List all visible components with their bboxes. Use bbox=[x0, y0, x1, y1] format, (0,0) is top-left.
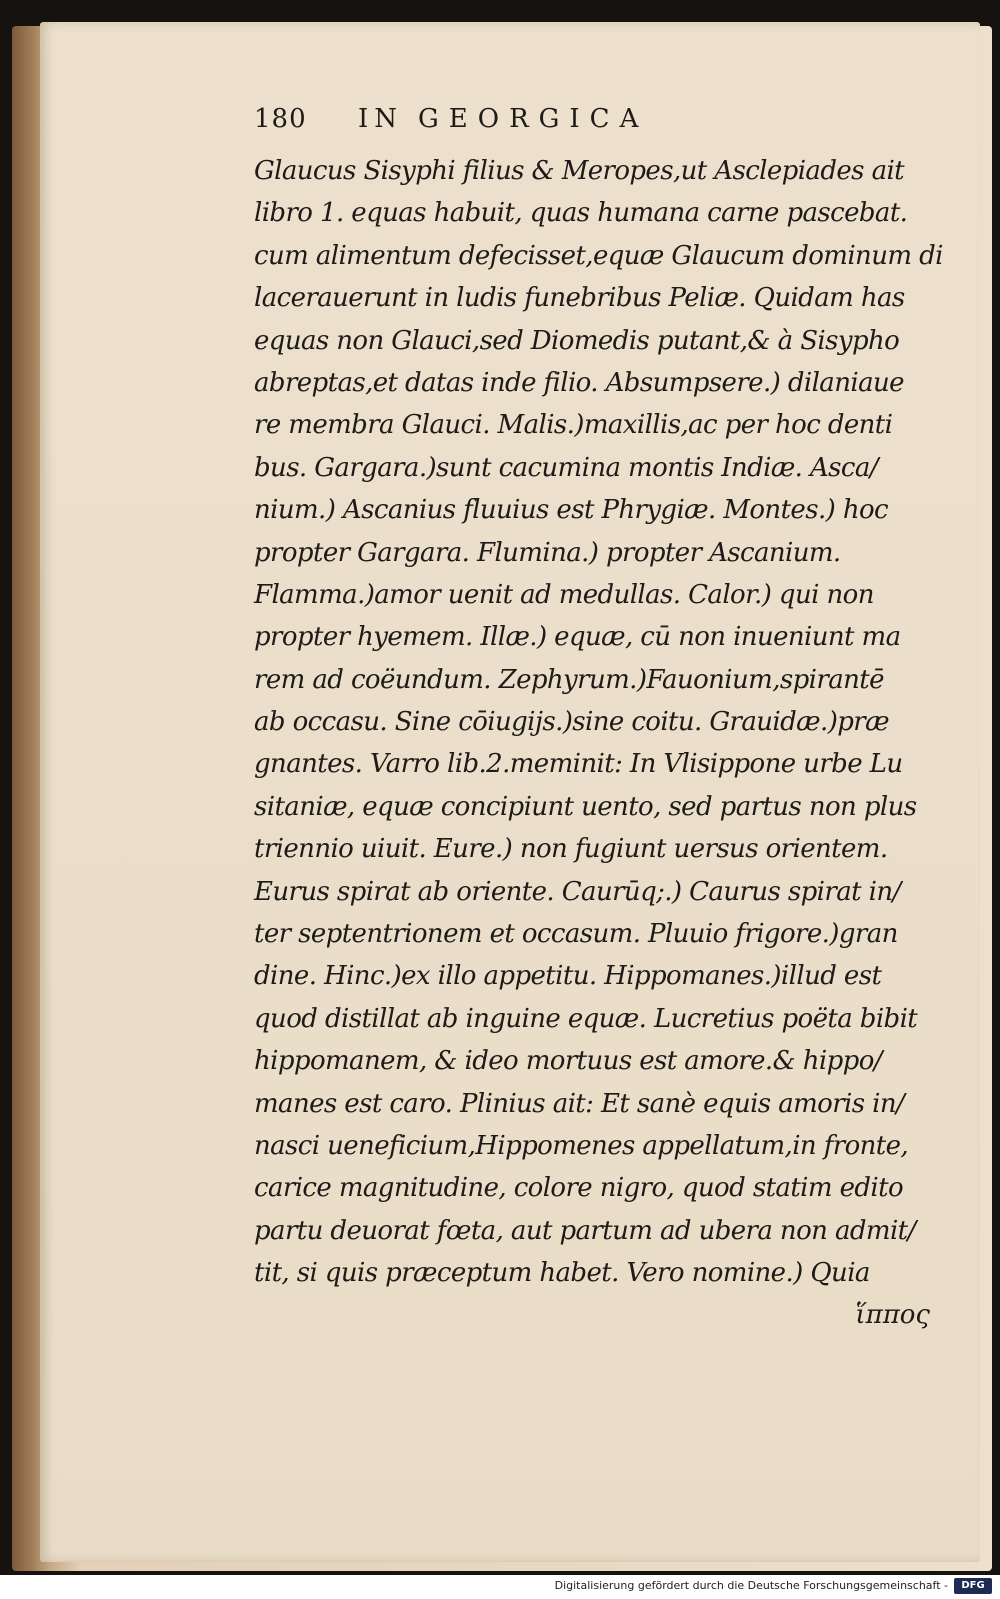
running-head-title: GEORGICA bbox=[418, 104, 649, 134]
text-line: propter Gargara. Flumina.) propter Ascanium. bbox=[254, 537, 841, 568]
body-text bbox=[254, 150, 943, 1335]
page-number: 180 bbox=[254, 104, 307, 134]
page-content bbox=[254, 104, 943, 1335]
text-line: ter septentrionem et occasum. Pluuio frigore.)gran bbox=[254, 919, 898, 950]
text-line: Glaucus Sisyphi filius & Meropes,ut Asclepiades ait bbox=[254, 156, 905, 186]
catchword: ἵππος bbox=[855, 1299, 930, 1330]
text-line: hippomanem, & ideo mortuus est amore.& hippo/ bbox=[254, 1046, 882, 1077]
text-line: ab occasu. Sine cōiugijs.)sine coitu. Grauidæ.)præ bbox=[254, 707, 889, 738]
text-line: quod distillat ab inguine equæ. Lucretius poëta bibit bbox=[254, 1003, 918, 1034]
text-line: nium.) Ascanius fluuius est Phrygiæ. Montes.) hoc bbox=[254, 495, 888, 526]
footer-bar bbox=[0, 1575, 1000, 1599]
text-line: triennio uiuit. Eure.) non fugiunt uersus orientem. bbox=[254, 834, 888, 865]
text-line: carice magnitudine, colore nigro, quod statim edito bbox=[254, 1173, 904, 1204]
running-head bbox=[254, 104, 934, 146]
text-line: partu deuorat fœta, aut partum ad ubera non admit/ bbox=[254, 1215, 916, 1246]
book-page bbox=[40, 22, 980, 1562]
text-line: Eurus spirat ab oriente. Caurūq;.) Caurus spirat in/ bbox=[254, 876, 901, 907]
text-line: bus. Gargara.)sunt cacumina montis Indiæ. Asca/ bbox=[254, 452, 878, 483]
text-line: sitaniæ, equæ concipiunt uento, sed partus non plus bbox=[254, 791, 917, 822]
text-line: Flamma.)amor uenit ad medullas. Calor.) qui non bbox=[254, 579, 874, 610]
text-line: rem ad coëundum. Zephyrum.)Fauonium,spirantē bbox=[254, 664, 884, 695]
text-line: tit, si quis præceptum habet. Vero nomine.) Quia bbox=[254, 1258, 870, 1289]
text-line: dine. Hinc.)ex illo appetitu. Hippomanes.)illud est bbox=[254, 961, 882, 992]
digitization-credit: Digitalisierung gefördert durch die Deutsche Forschungsgemeinschaft - bbox=[554, 1579, 948, 1592]
running-head-in: IN bbox=[358, 104, 404, 134]
text-line: manes est caro. Plinius ait: Et sanè equis amoris in/ bbox=[254, 1088, 905, 1119]
text-line: re membra Glauci. Malis.)maxillis,ac per hoc denti bbox=[254, 410, 893, 441]
text-line: abreptas,et datas inde filio. Absumpsere.) dilaniaue bbox=[254, 367, 904, 398]
text-line: gnantes. Varro lib.2.meminit: In Vlisippone urbe Lu bbox=[254, 749, 903, 780]
dfg-logo-icon: DFG bbox=[954, 1578, 992, 1594]
text-line: lacerauerunt in ludis funebribus Peliæ. Quidam has bbox=[254, 283, 905, 314]
text-line: propter hyemem. Illæ.) equæ, cū non inueniunt ma bbox=[254, 622, 901, 653]
text-line: nasci ueneficium,Hippomenes appellatum,in fronte, bbox=[254, 1130, 909, 1161]
text-line: cum alimentum defecisset,equæ Glaucum dominum di bbox=[254, 240, 943, 271]
text-line: equas non Glauci,sed Diomedis putant,& à Sisypho bbox=[254, 325, 900, 356]
text-line: libro 1. equas habuit, quas humana carne pascebat. bbox=[254, 198, 908, 229]
